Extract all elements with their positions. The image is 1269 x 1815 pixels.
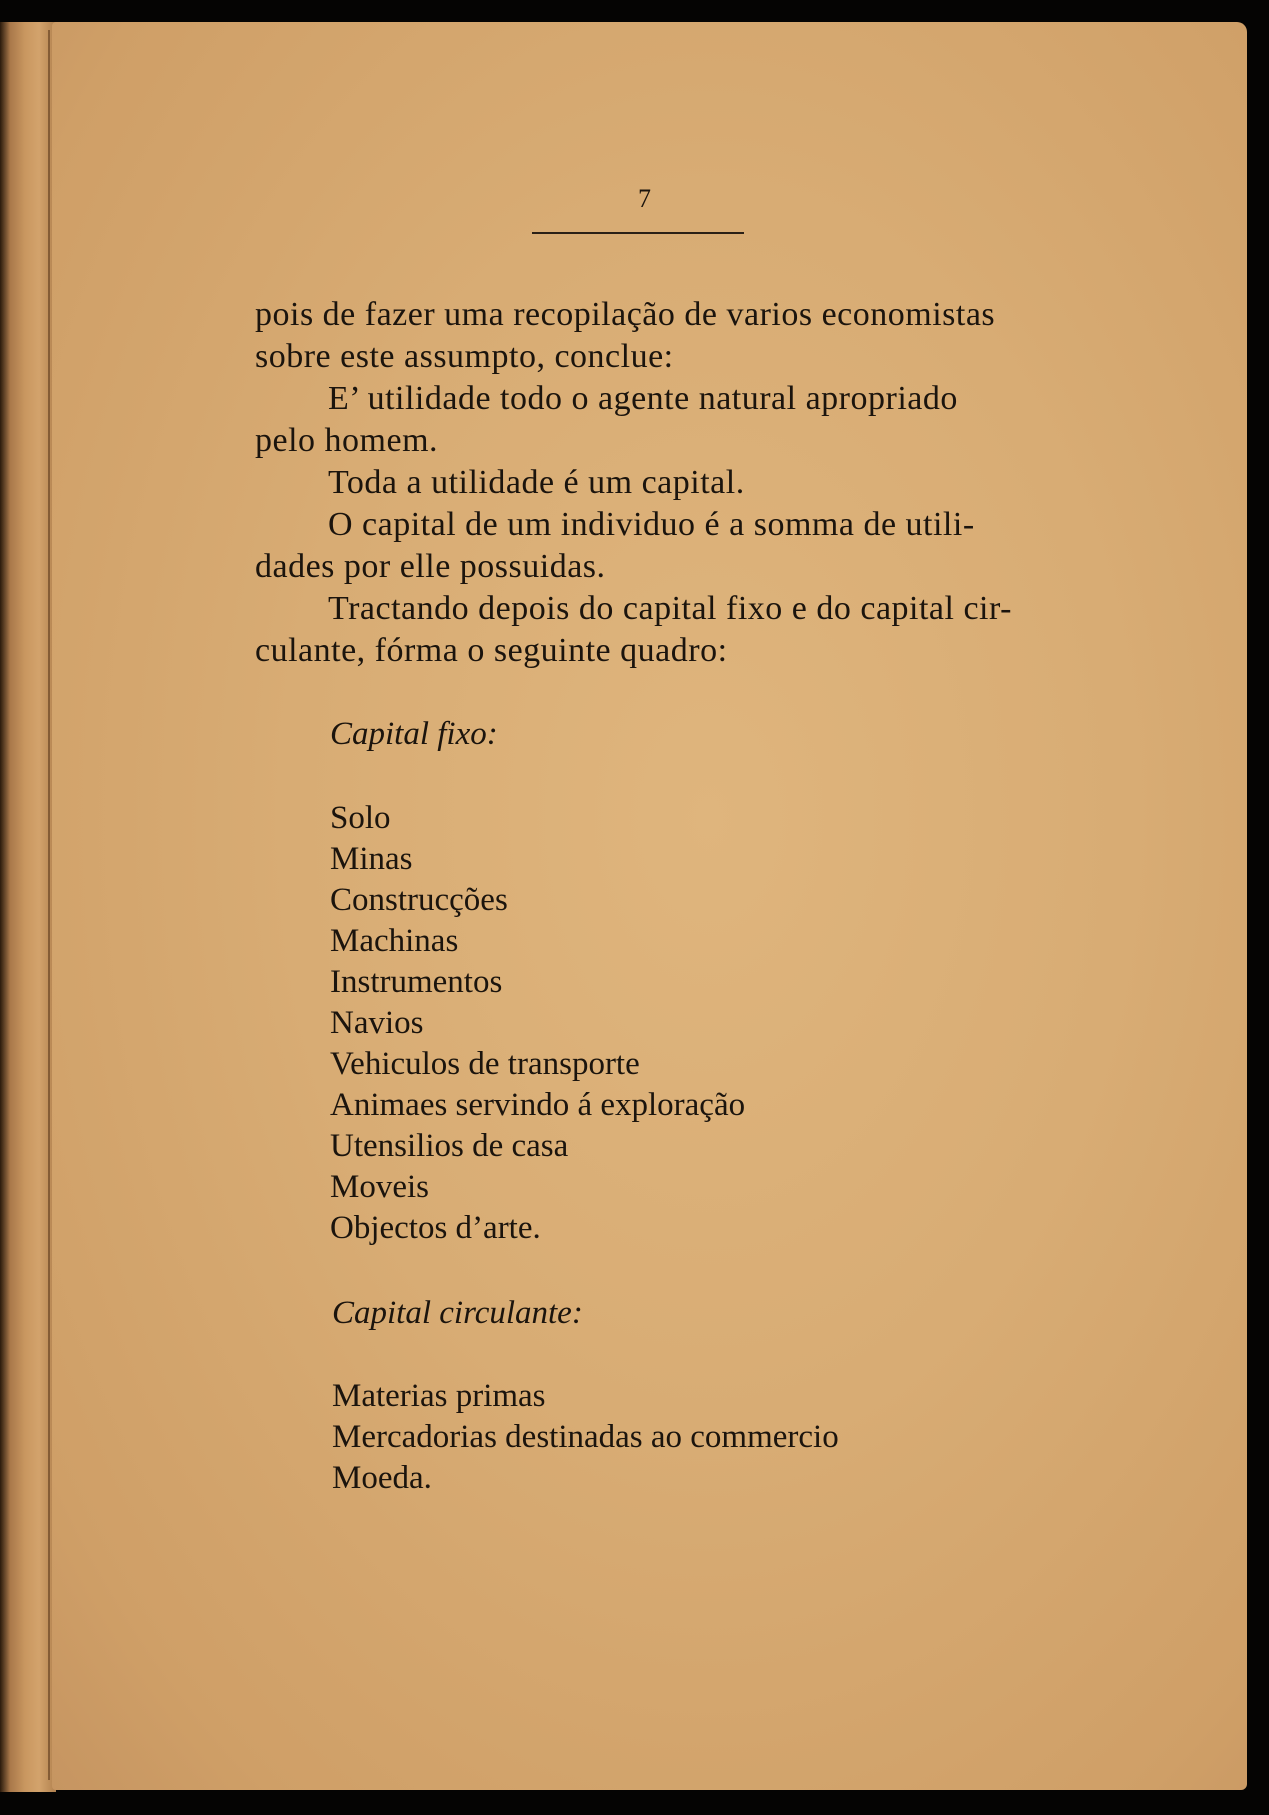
list-item: Minas bbox=[330, 841, 413, 877]
list-item: Moeda. bbox=[332, 1460, 432, 1496]
list-item: Instrumentos bbox=[330, 964, 503, 1000]
body-line-3: E’ utilidade todo o agente natural apropriado bbox=[328, 380, 958, 417]
body-line-6: O capital de um individuo é a somma de utili- bbox=[328, 506, 975, 543]
page-number: 7 bbox=[638, 184, 651, 213]
body-line-9: culante, fórma o seguinte quadro: bbox=[255, 632, 728, 669]
list-item: Construcções bbox=[330, 882, 508, 918]
list-item: Materias primas bbox=[332, 1378, 546, 1414]
gutter-line bbox=[48, 30, 50, 1780]
header-rule bbox=[532, 232, 744, 234]
list-item: Vehiculos de transporte bbox=[330, 1046, 640, 1082]
body-line-7: dades por elle possuidas. bbox=[255, 548, 606, 585]
body-line-4: pelo homem. bbox=[255, 422, 439, 459]
book-page bbox=[52, 22, 1247, 1790]
list-item: Moveis bbox=[330, 1169, 429, 1205]
capital-fixo-heading: Capital fixo: bbox=[330, 716, 498, 752]
body-line-5: Toda a utilidade é um capital. bbox=[328, 464, 745, 501]
list-item: Solo bbox=[330, 800, 391, 836]
capital-circulante-heading: Capital circulante: bbox=[332, 1295, 583, 1331]
list-item: Utensilios de casa bbox=[330, 1128, 569, 1164]
list-item: Mercadorias destinadas ao commercio bbox=[332, 1419, 839, 1455]
list-item: Objectos d’arte. bbox=[330, 1210, 541, 1246]
body-line-2: sobre este assumpto, conclue: bbox=[255, 338, 674, 375]
list-item: Machinas bbox=[330, 923, 459, 959]
list-item: Animaes servindo á exploração bbox=[330, 1087, 746, 1123]
list-item: Navios bbox=[330, 1005, 424, 1041]
body-line-1: pois de fazer uma recopilação de varios economistas bbox=[255, 296, 996, 333]
body-line-8: Tractando depois do capital fixo e do capital cir- bbox=[328, 590, 1012, 627]
